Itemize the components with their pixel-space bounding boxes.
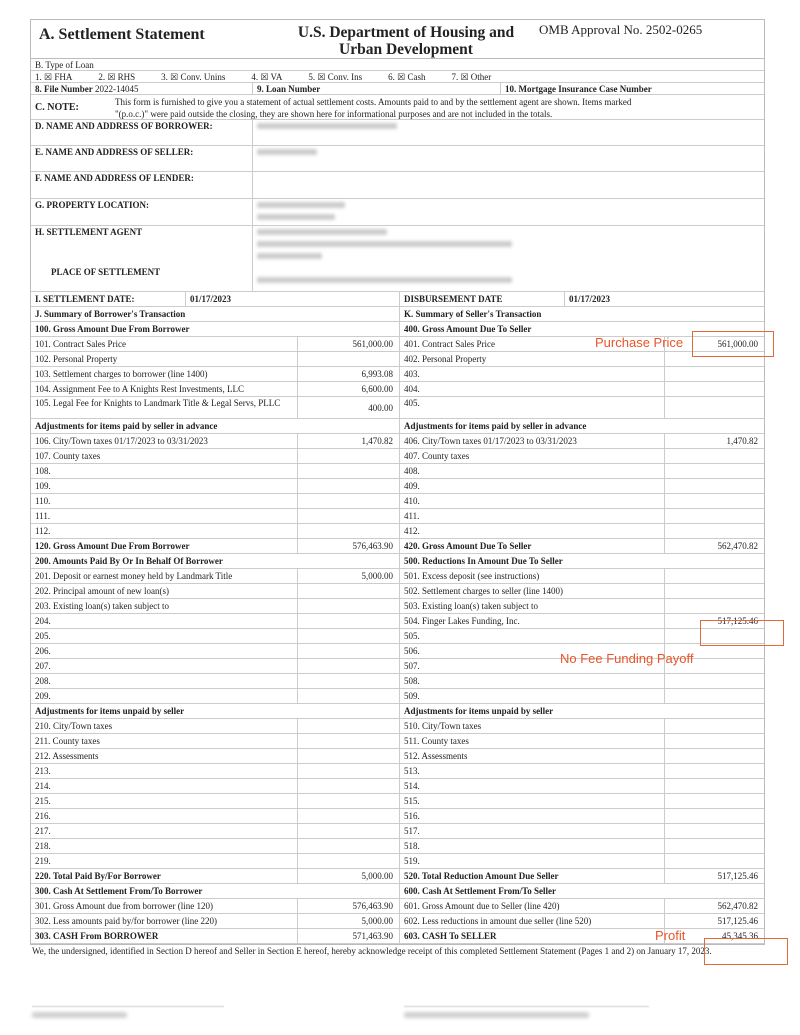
line-amount [297, 509, 399, 523]
line-description: 301. Gross Amount due from borrower (line 120) [35, 901, 213, 911]
section-header-row [31, 322, 399, 337]
line-description: 402. Personal Property [404, 354, 487, 364]
loan-option-checkbox[interactable]: 1. ☒ FHA [35, 72, 73, 82]
line-amount [297, 839, 399, 853]
line-amount [297, 584, 399, 598]
note-row [31, 95, 764, 120]
line-amount [297, 479, 399, 493]
line-amount [664, 824, 764, 838]
annotation-box-payoff [700, 620, 784, 646]
table-row [31, 509, 399, 524]
table-row [31, 839, 399, 854]
line-amount: 562,470.82 [664, 899, 764, 913]
type-of-loan-options [31, 71, 764, 83]
line-amount [664, 584, 764, 598]
agent-labels [31, 226, 253, 291]
line-description: 101. Contract Sales Price [35, 339, 126, 349]
line-amount [297, 794, 399, 808]
table-row [31, 434, 399, 449]
line-description: 207. [35, 661, 51, 671]
line-description: 209. [35, 691, 51, 701]
loan-option-checkbox[interactable]: 4. ☒ VA [251, 72, 283, 82]
line-amount [297, 449, 399, 463]
line-description: 401. Contract Sales Price [404, 339, 495, 349]
line-description: 518. [404, 841, 420, 851]
table-row [400, 869, 764, 884]
borrower-summary-title-row [31, 307, 399, 322]
disbursement-date-row [400, 292, 764, 307]
section-header-row [400, 704, 764, 719]
borrower-row [31, 120, 764, 146]
agency-line-2: Urban Development [339, 41, 473, 58]
table-row [400, 524, 764, 539]
loan-option-checkbox[interactable]: 3. ☒ Conv. Unins [161, 72, 226, 82]
line-description: 514. [404, 781, 420, 791]
line-amount: 517,125.46 [664, 869, 764, 883]
loan-options [31, 71, 521, 82]
line-amount [297, 674, 399, 688]
line-description: 519. [404, 856, 420, 866]
property-row [31, 199, 764, 226]
line-amount: 45,345.36 [664, 929, 764, 943]
table-row [31, 449, 399, 464]
table-row [400, 674, 764, 689]
table-row [31, 899, 399, 914]
line-amount [297, 659, 399, 673]
line-amount [664, 494, 764, 508]
line-description: 201. Deposit or earnest money held by Landmark Title [35, 571, 233, 581]
line-amount [297, 734, 399, 748]
line-description: 216. [35, 811, 51, 821]
settlement-date-label: I. SETTLEMENT DATE: [31, 292, 186, 306]
line-amount [297, 824, 399, 838]
borrower-label: D. NAME AND ADDRESS OF BORROWER: [31, 120, 253, 145]
table-row [31, 734, 399, 749]
lender-row [31, 172, 764, 199]
agency-name [261, 24, 551, 58]
line-amount: 576,463.90 [297, 899, 399, 913]
line-description: 112. [35, 526, 51, 536]
line-description: 407. County taxes [404, 451, 470, 461]
table-row [31, 719, 399, 734]
line-amount [664, 839, 764, 853]
line-description: 111. [35, 511, 51, 521]
line-amount: 517,125.46 [664, 914, 764, 928]
agent-value-redacted [253, 226, 516, 291]
line-description: 403. [404, 369, 420, 379]
line-amount: 6,993.08 [297, 367, 399, 381]
line-description: 408. [404, 466, 420, 476]
table-row [400, 734, 764, 749]
table-row [400, 809, 764, 824]
agency-line-1: U.S. Department of Housing and [297, 24, 515, 41]
table-row [400, 464, 764, 479]
disbursement-date-label: DISBURSEMENT DATE [400, 292, 565, 306]
note-label: C. NOTE: [35, 102, 79, 113]
line-description: 516. [404, 811, 420, 821]
line-description: 511. County taxes [404, 736, 469, 746]
table-row [400, 509, 764, 524]
place-label: PLACE OF SETTLEMENT [51, 267, 161, 277]
line-description: 404. [404, 384, 420, 394]
line-amount [664, 779, 764, 793]
line-description: 302. Less amounts paid by/for borrower (line 220) [35, 916, 217, 926]
line-description: 109. [35, 481, 51, 491]
disbursement-date-value: 01/17/2023 [569, 294, 611, 304]
seller-summary-title: K. Summary of Seller's Transaction [404, 309, 542, 319]
line-amount [664, 689, 764, 703]
line-amount [664, 367, 764, 381]
line-description: 204. [35, 616, 51, 626]
line-description: Adjustments for items unpaid by seller [35, 706, 185, 716]
line-description: 513. [404, 766, 420, 776]
line-amount [297, 749, 399, 763]
line-amount [297, 719, 399, 733]
table-row [400, 599, 764, 614]
table-row [400, 382, 764, 397]
line-amount [297, 764, 399, 778]
line-description: 602. Less reductions in amount due seller (line 520) [404, 916, 592, 926]
table-row [31, 599, 399, 614]
line-description: Adjustments for items unpaid by seller [404, 706, 554, 716]
line-description: 220. Total Paid By/For Borrower [35, 871, 161, 881]
line-amount [664, 854, 764, 868]
table-row [31, 644, 399, 659]
line-description: 411. [404, 511, 420, 521]
line-description: 219. [35, 856, 51, 866]
table-row [400, 479, 764, 494]
type-of-loan-label-row [31, 59, 764, 71]
line-amount [664, 719, 764, 733]
line-amount [664, 749, 764, 763]
line-amount [297, 524, 399, 538]
table-row [31, 352, 399, 367]
settlement-date-value: 01/17/2023 [190, 294, 232, 304]
line-description: 503. Existing loan(s) taken subject to [404, 601, 538, 611]
table-row [400, 494, 764, 509]
line-amount [297, 779, 399, 793]
line-description: 508. [404, 676, 420, 686]
borrower-signature-name-redacted [32, 1012, 127, 1018]
summary-grid [31, 292, 764, 944]
line-description: 210. City/Town taxes [35, 721, 113, 731]
line-amount [664, 397, 764, 418]
table-row [31, 614, 399, 629]
line-description: 120. Gross Amount Due From Borrower [35, 541, 190, 551]
annotation-box-profit [704, 938, 788, 965]
line-amount [664, 449, 764, 463]
agent-label: H. SETTLEMENT AGENT [35, 227, 143, 237]
table-row [31, 869, 399, 884]
line-description: 507. [404, 661, 420, 671]
lender-label: F. NAME AND ADDRESS OF LENDER: [31, 172, 253, 198]
form-header [31, 20, 764, 59]
annotation-box-purchase-price [692, 331, 774, 357]
file-number-label: 8. File Number [35, 84, 93, 94]
line-description: 211. County taxes [35, 736, 100, 746]
line-description: 218. [35, 841, 51, 851]
table-row [31, 854, 399, 869]
line-amount: 576,463.90 [297, 539, 399, 553]
line-amount: 562,470.82 [664, 539, 764, 553]
line-amount: 5,000.00 [297, 569, 399, 583]
line-description: 406. City/Town taxes 01/17/2023 to 03/31/2023 [404, 436, 577, 446]
line-amount [297, 629, 399, 643]
loan-option-checkbox[interactable]: 2. ☒ RHS [98, 72, 136, 82]
line-amount [297, 644, 399, 658]
line-amount [297, 494, 399, 508]
section-header-row [400, 554, 764, 569]
seller-signature-name-redacted [404, 1012, 589, 1018]
line-description: 102. Personal Property [35, 354, 118, 364]
borrower-rows [31, 322, 399, 944]
line-amount [297, 599, 399, 613]
section-header-row [31, 884, 399, 899]
section-header-row [31, 704, 399, 719]
line-description: 420. Gross Amount Due To Seller [404, 541, 532, 551]
line-description: 104. Assignment Fee to A Knights Rest Investments, LLC [35, 384, 244, 394]
borrower-value-redacted [253, 120, 401, 145]
loan-number-label: 9. Loan Number [253, 83, 501, 94]
table-row [31, 929, 399, 944]
omb-approval: OMB Approval No. 2502-0265 [539, 22, 703, 37]
table-row [400, 794, 764, 809]
line-description: 600. Cash At Settlement From/To Seller [404, 886, 556, 896]
line-description: 213. [35, 766, 51, 776]
table-row [400, 367, 764, 382]
line-amount [664, 674, 764, 688]
table-row [31, 524, 399, 539]
borrower-summary [31, 292, 400, 944]
line-description: 214. [35, 781, 51, 791]
line-amount: 400.00 [297, 397, 399, 418]
line-description: Adjustments for items paid by seller in advance [35, 421, 218, 431]
line-description: 105. Legal Fee for Knights to Landmark Title & Legal Servs, PLLC [35, 398, 281, 408]
line-description: 405. [404, 398, 420, 408]
line-amount [664, 569, 764, 583]
section-header-row [31, 554, 399, 569]
line-description: Adjustments for items paid by seller in advance [404, 421, 587, 431]
seller-summary-title-row [400, 307, 764, 322]
line-amount [664, 764, 764, 778]
table-row [31, 539, 399, 554]
line-description: 208. [35, 676, 51, 686]
line-description: 100. Gross Amount Due From Borrower [35, 324, 190, 334]
line-amount: 517,125.46 [664, 614, 764, 628]
line-description: 200. Amounts Paid By Or In Behalf Of Borrower [35, 556, 223, 566]
acknowledgement-text: We, the undersigned, identified in Section D hereof and Seller in Section E hereof, hereby acknowledge receipt of this completed Settlement Statement (Pages 1 and 2) on January 17, 2023. [32, 946, 712, 956]
line-description: 509. [404, 691, 420, 701]
table-row [31, 764, 399, 779]
line-description: 205. [35, 631, 51, 641]
line-description: 303. CASH From BORROWER [35, 931, 159, 941]
section-header-row [400, 419, 764, 434]
line-amount [297, 689, 399, 703]
line-description: 520. Total Reduction Amount Due Seller [404, 871, 559, 881]
note-line-2: "(p.o.c.)" were paid outside the closing, they are shown here for informational purposes and are not included in the totals. [115, 109, 553, 119]
table-row [400, 397, 764, 419]
property-label: G. PROPERTY LOCATION: [31, 199, 253, 225]
line-amount [297, 614, 399, 628]
line-description: 212. Assessments [35, 751, 99, 761]
line-description: 215. [35, 796, 51, 806]
table-row [400, 914, 764, 929]
table-row [400, 749, 764, 764]
line-amount [664, 809, 764, 823]
line-description: 300. Cash At Settlement From/To Borrower [35, 886, 203, 896]
line-amount [664, 524, 764, 538]
line-description: 400. Gross Amount Due To Seller [404, 324, 532, 334]
line-amount: 571,463.90 [297, 929, 399, 943]
line-description: 410. [404, 496, 420, 506]
line-description: 110. [35, 496, 51, 506]
table-row [400, 569, 764, 584]
table-row [31, 629, 399, 644]
table-row [400, 719, 764, 734]
table-row [31, 914, 399, 929]
note-text [111, 95, 764, 119]
loan-option-checkbox[interactable]: 7. ☒ Other [451, 72, 492, 82]
table-row [31, 689, 399, 704]
table-row [31, 809, 399, 824]
line-description: 501. Excess deposit (see instructions) [404, 571, 540, 581]
line-description: 206. [35, 646, 51, 656]
line-amount [664, 382, 764, 396]
line-description: 217. [35, 826, 51, 836]
line-amount: 5,000.00 [297, 914, 399, 928]
property-value-redacted [253, 199, 349, 225]
table-row [31, 674, 399, 689]
table-row [31, 337, 399, 352]
table-row [400, 434, 764, 449]
line-amount [297, 464, 399, 478]
table-row [31, 382, 399, 397]
table-row [400, 584, 764, 599]
line-amount [297, 352, 399, 366]
line-description: 506. [404, 646, 420, 656]
seller-value-redacted [253, 146, 321, 171]
table-row [31, 824, 399, 839]
table-row [31, 479, 399, 494]
line-description: 505. [404, 631, 420, 641]
table-row [400, 824, 764, 839]
table-row [31, 367, 399, 382]
table-row [400, 854, 764, 869]
annotation-purchase-price: Purchase Price [595, 335, 684, 350]
table-row [400, 539, 764, 554]
table-row [31, 779, 399, 794]
line-amount [664, 464, 764, 478]
line-description: 202. Principal amount of new loan(s) [35, 586, 169, 596]
type-of-loan-label: B. Type of Loan [35, 60, 94, 70]
line-description: 103. Settlement charges to borrower (line 1400) [35, 369, 208, 379]
line-description: 601. Gross Amount due to Seller (line 420) [404, 901, 560, 911]
annotation-profit: Profit [655, 928, 686, 943]
line-amount: 6,600.00 [297, 382, 399, 396]
table-row [31, 569, 399, 584]
table-row [400, 449, 764, 464]
line-description: 203. Existing loan(s) taken subject to [35, 601, 169, 611]
line-description: 409. [404, 481, 420, 491]
agent-row [31, 226, 764, 292]
line-amount [664, 509, 764, 523]
line-amount: 1,470.82 [664, 434, 764, 448]
line-description: 108. [35, 466, 51, 476]
borrower-summary-title: J. Summary of Borrower's Transaction [35, 309, 186, 319]
seller-row [31, 146, 764, 172]
line-description: 412. [404, 526, 420, 536]
seller-label: E. NAME AND ADDRESS OF SELLER: [31, 146, 253, 171]
file-number-value: 2022-14045 [95, 84, 139, 94]
settlement-date-row [31, 292, 399, 307]
line-description: 603. CASH To SELLER [404, 931, 497, 941]
line-description: 106. City/Town taxes 01/17/2023 to 03/31/2023 [35, 436, 208, 446]
table-row [31, 749, 399, 764]
file-number [31, 83, 253, 94]
line-amount [297, 809, 399, 823]
seller-signature-line [404, 1006, 649, 1007]
table-row [31, 494, 399, 509]
note-line-1: This form is furnished to give you a statement of actual settlement costs. Amounts paid to and by the settlement agent are shown. Items marked [115, 97, 632, 107]
line-amount [664, 479, 764, 493]
settlement-form [30, 19, 765, 945]
line-amount [664, 599, 764, 613]
annotation-payoff: No Fee Funding Payoff [560, 651, 694, 666]
line-amount [297, 854, 399, 868]
table-row [400, 764, 764, 779]
line-description: 502. Settlement charges to seller (line 1400) [404, 586, 564, 596]
file-number-row [31, 83, 764, 95]
line-amount [664, 794, 764, 808]
mic-number-label: 10. Mortgage Insurance Case Number [505, 84, 652, 94]
table-row [31, 794, 399, 809]
line-description: 515. [404, 796, 420, 806]
loan-option-checkbox[interactable]: 5. ☒ Conv. Ins [308, 72, 363, 82]
table-row [31, 584, 399, 599]
line-description: 500. Reductions In Amount Due To Seller [404, 556, 563, 566]
borrower-signature-line [32, 1006, 224, 1007]
line-amount: 561,000.00 [297, 337, 399, 351]
line-description: 512. Assessments [404, 751, 468, 761]
line-description: 107. County taxes [35, 451, 101, 461]
table-row [400, 779, 764, 794]
line-amount: 561,000.00 [664, 337, 764, 351]
table-row [31, 397, 399, 419]
table-row [400, 689, 764, 704]
table-row [400, 899, 764, 914]
section-header-row [400, 884, 764, 899]
table-row [31, 464, 399, 479]
line-description: 504. Finger Lakes Funding, Inc. [404, 616, 520, 626]
section-header-row [31, 419, 399, 434]
seller-summary [400, 292, 764, 944]
line-description: 510. City/Town taxes [404, 721, 482, 731]
loan-option-checkbox[interactable]: 6. ☒ Cash [388, 72, 426, 82]
form-title: A. Settlement Statement [39, 26, 205, 43]
line-amount: 5,000.00 [297, 869, 399, 883]
line-amount: 1,470.82 [297, 434, 399, 448]
line-description: 517. [404, 826, 420, 836]
table-row [400, 839, 764, 854]
table-row [31, 659, 399, 674]
line-amount [664, 734, 764, 748]
